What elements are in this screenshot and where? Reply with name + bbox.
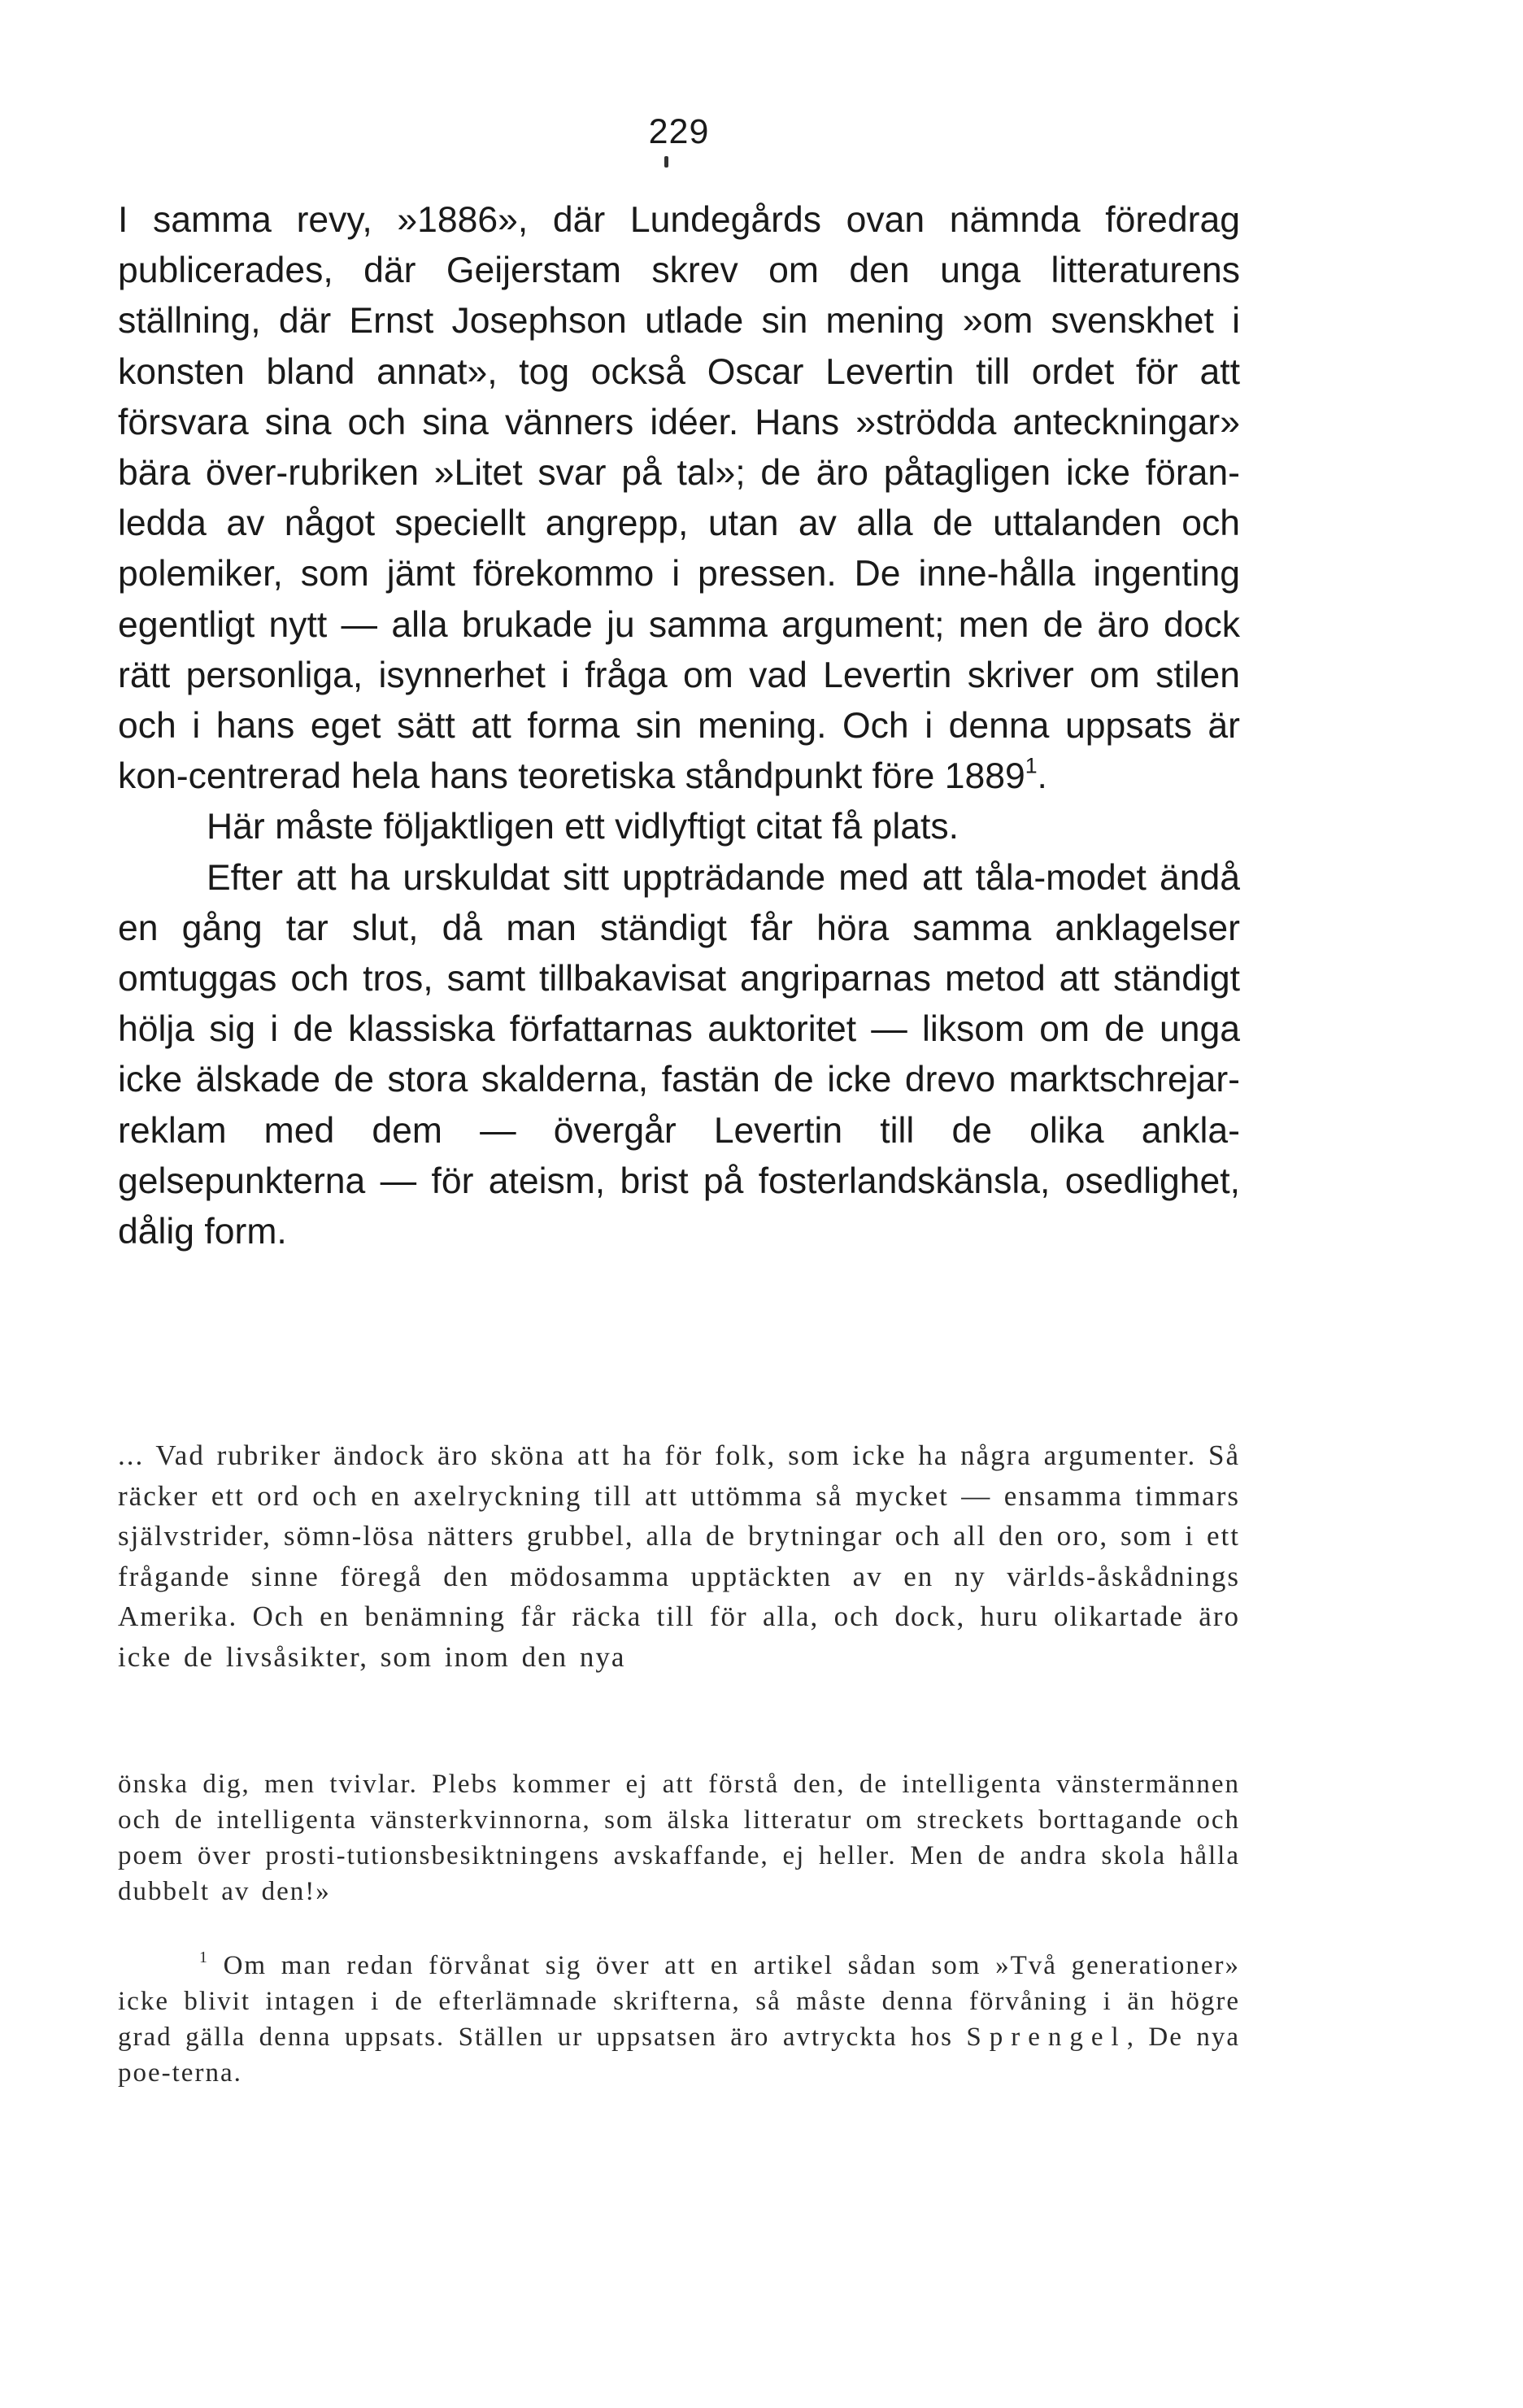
paragraph-1-end: . [1037, 756, 1047, 797]
footnote-reference: 1 [1025, 753, 1038, 778]
body-text [118, 195, 1240, 1257]
quote-continuation [118, 1766, 1240, 1909]
footnote-tail: , De nya poe-terna. [118, 2023, 1240, 2088]
cited-author: Sprengel [966, 2023, 1127, 2052]
footnote-body: Om man redan förvånat sig över att en artikel sådan som »Två generationer» icke blivit intagen i de efterlämnade skrifterna, så måste denna förvåning i än högre grad gälla denna uppsats. Ställen ur uppsatsen äro avtryckta hos [118, 1951, 1240, 2052]
continuation-text: önska dig, men tvivlar. Plebs kommer ej att förstå den, de intelligenta vänstermännen och de intelligenta vänsterkvinnorna, som älska litteratur om streckets borttagande och poem över prosti-tutionsbesiktningens avskaffande, ej heller. Men de andra skola hålla dubbelt av den!» [118, 1770, 1240, 1906]
footnote [118, 1948, 1240, 2091]
ink-speck [664, 156, 668, 168]
block-quote [118, 1435, 1240, 1677]
footnote-text [118, 1948, 1240, 2091]
paragraph-3: Efter att ha urskuldat sitt uppträdande med att tåla-modet ändå en gång tar slut, då man ständigt får höra samma anklagelser omtuggas och tros, samt tillbakavisat angriparnas metod att ständigt hölja sig i de klassiska författarnas auktoritet — liksom om de unga icke älskade de stora skalderna, fastän de icke drevo marktschrejar-reklam med dem — övergår Levertin till de olika ankla-gelsepunkterna — för ateism, brist på fosterlandskänsla, osedlighet, dålig form. [118, 857, 1240, 1252]
page-number: 229 [648, 112, 710, 151]
paragraph-2: Här måste följaktligen ett vidlyftigt citat få plats. [207, 807, 959, 847]
paragraph-1-text: I samma revy, »1886», där Lundegårds ovan nämnda föredrag publicerades, där Geijerstam skrev om den unga litteraturens ställning, där Ernst Josephson utlade sin mening »om svenskhet i konsten bland annat», tog också Oscar Levertin till ordet för att försvara sina och sina vänners idéer. Hans »strödda anteckningar» bära över-rubriken »Litet svar på tal»; de äro påtagligen icke föran-ledda av något speciellt angrepp, utan av alla de uttalanden och polemiker, som jämt förekommo i pressen. De inne-hålla ingenting egentligt nytt — alla brukade ju samma argument; men de äro dock rätt personliga, isynnerhet i fråga om vad Levertin skriver om stilen och i hans eget sätt att forma sin mening. Och i denna uppsats är kon-centrerad hela hans teoretiska ståndpunkt före 1889 [118, 200, 1240, 797]
quote-text: ... Vad rubriker ändock äro sköna att ha för folk, som icke ha några argumenter. Så räcker ett ord och en axelryckning till att uttömma så mycket — ensamma timmars självstrider, sömn-lösa nätters grubbel, alla de brytningar och all den oro, som i ett frågande sinne föregå den mödosamma upptäckten av en ny världs-åskådnings Amerika. Och en benämning får räcka till för alla, och dock, huru olikartade äro icke de livsåsikter, som inom den nya [118, 1439, 1240, 1673]
paragraph-1 [118, 195, 1240, 802]
footnote-marker: 1 [199, 1949, 209, 1967]
